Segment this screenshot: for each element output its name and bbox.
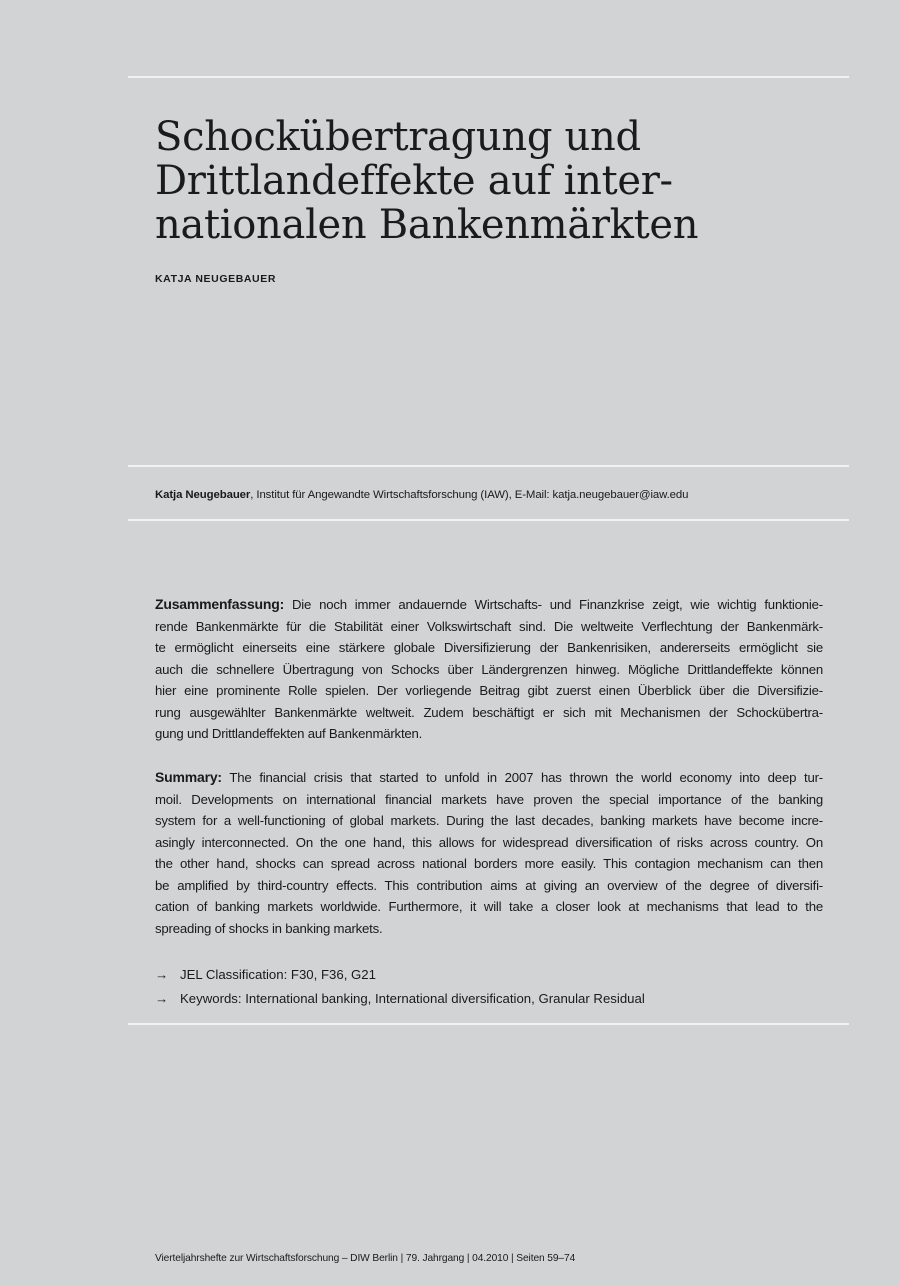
abstract-line: rung ausgewählter Bankenmärkte weltweit. Zudem beschäftigt er sich mit Mechanismen der Schockübertra-	[155, 704, 823, 720]
abstract-line: hier eine prominente Rolle spielen. Der vorliegende Beitrag gibt zuerst einen Überblick über die Diversifizie-	[155, 683, 823, 698]
title-line: nationalen Bankenmärkten	[155, 202, 699, 248]
summary-line: system for a well-functioning of global markets. During the last decades, banking markets have become incre-	[155, 813, 823, 828]
title-line: Schockübertragung und	[155, 114, 641, 160]
summary-line: moil. Developments on international financial markets have proven the special importance of the banking	[155, 791, 823, 807]
summary-line: asingly interconnected. On the one hand, this allows for widespread diversification of risks across country. On	[155, 834, 823, 850]
keywords: → Keywords: International banking, International diversification, Granular Residual	[155, 987, 645, 1011]
summary-line: cation of banking markets worldwide. Furthermore, it will take a closer look at mechanisms that lead to the	[155, 899, 823, 914]
affiliation-bottom-rule	[128, 519, 849, 521]
bottom-rule	[128, 1023, 849, 1025]
affiliation-details: , Institut für Angewandte Wirtschaftsforschung (IAW), E-Mail: katja.neugebauer@iaw.edu	[250, 489, 689, 501]
classification-list	[155, 963, 645, 1011]
abstract-german	[155, 594, 823, 745]
summary-line: spreading of shocks in banking markets.	[155, 920, 383, 936]
abstract-line: te ermöglicht einerseits eine stärkere globale Diversifizierung der Bankenrisiken, andererseits ermöglicht sie	[155, 640, 823, 655]
affiliation-author: Katja Neugebauer	[155, 489, 251, 501]
abstract-line: gung und Drittlandeffekten auf Bankenmärkten.	[155, 726, 423, 741]
page-footer: Vierteljahrshefte zur Wirtschaftsforschung – DIW Berlin | 79. Jahrgang | 04.2010 | Seiten 59–74	[155, 1253, 576, 1264]
article-title	[155, 115, 795, 247]
summary-label: Summary:	[155, 769, 222, 785]
jel-classification: → JEL Classification: F30, F36, G21	[155, 963, 645, 987]
author-name: KATJA NEUGEBAUER	[155, 273, 277, 285]
title-line: Drittlandeffekte auf inter-	[155, 158, 673, 204]
abstract-english	[155, 767, 823, 939]
affiliation-top-rule	[128, 465, 849, 467]
summary-line: be amplified by third-country effects. This contribution aims at giving an overview of the degree of diversifi-	[155, 877, 823, 893]
arrow-right-icon: →	[155, 991, 169, 1006]
abstract-label: Zusammenfassung:	[155, 596, 285, 612]
abstract-line: auch die schnellere Übertragung von Schocks über Ländergrenzen hinweg. Mögliche Drittlandeffekte können	[155, 661, 823, 677]
summary-line: Summary: The financial crisis that started to unfold in 2007 has thrown the world economy into deep tur-	[155, 769, 823, 785]
summary-line: the other hand, shocks can spread across national borders more easily. This contagion mechanism can then	[155, 856, 823, 871]
top-rule	[128, 76, 849, 78]
abstract-line: rende Bankenmärkte für die Stabilität einer Volkswirtschaft sind. Die weltweite Verflechtung der Bankenmärk-	[155, 618, 823, 634]
abstract-line: Zusammenfassung: Die noch immer andauernde Wirtschafts- und Finanzkrise zeigt, wie wichtig funktionie-	[155, 596, 823, 612]
arrow-right-icon: →	[155, 967, 169, 982]
author-affiliation	[155, 489, 688, 501]
